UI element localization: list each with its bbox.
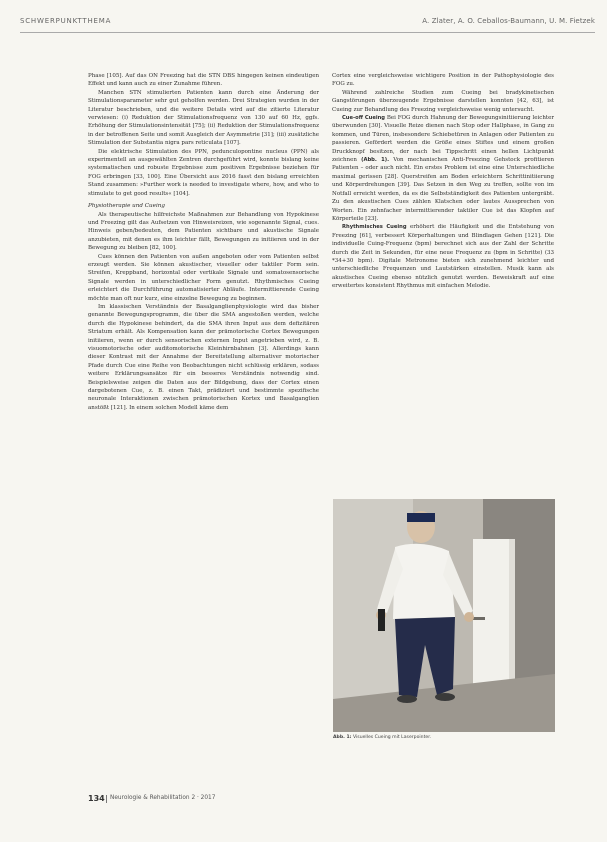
footer-divider [106, 795, 107, 803]
author-line: A. Zlater, A. O. Ceballos-Baumann, U. M. Fietzek [422, 17, 595, 25]
header-rule [20, 32, 595, 33]
section-label: SCHWERPUNKTTHEMA [20, 17, 112, 25]
page-header [20, 14, 595, 28]
paragraph: Cortex eine vergleichsweise wichtigere Position in der Pathophysiologie des FOG zu. [332, 73, 554, 88]
page-footer [88, 794, 388, 806]
journal-reference: Neurologie & Rehabilitation 2 · 2017 [110, 795, 216, 801]
paragraph: Im klassischen Verständnis der Basalganglienphysiologie wird das bisher genannte Bewegungsprogramm, die über die SMA angestoßen werden, welche durch die Hypokinese behindert, da die SMA ihren Input aus dem defizitären Striatum erhält. Als Kompensation kann der prämotorische Cortex Bewegungen initiieren, wenn er durch sensorischen externen Input angetrieben wird, z. B. visuomotorische oder auditomotorische Kleinhirnbahnen [3]. Allerdings kann dieser Kontrast mit der Annahme der Bereitstellung alternativer motorischer Pfade durch Cue eine Reihe von Beobachtungen nicht schlüssig erklären, sodass weitere Erklärungsansätze für ein besseres Verständnis notwendig sind. Beispielsweise zeigen die Daten aus der Bildgebung, dass der Cortex einen dargebotenen Cue, z. B. einen Takt, prädiziert und bestimmte spezifische neuronale Interaktionen zwischen prämotorischen Kortex und Basalganglien anstößt [121]. In einem solchen Modell käme dem [88, 303, 319, 411]
paragraph-text: Von mechanischen Anti-Freezing Gehstock profitieren Patienten – oder auch nicht. Ein erstes Problem ist eine eine Unterschiedliche maximal gerissen [28]. Querstreifen am Boden erleichtern Schrittinitiierung und Körperdrehungen [39]. Das Setzen in den Weg zu treffen, sollte von im Notfall erreicht werden, da es die Selbstständigkeit des Patienten untergräbt. Zu den akustischen Cues zählen Klatschen oder lautes Aussprechen von Worten. Ein zehnfacher intermittierender taktiler Cue ist das Klopfen auf Körperteile [23]. [332, 157, 555, 222]
page-number: 134 [88, 794, 105, 803]
figure-photo [333, 499, 555, 732]
paragraph [332, 223, 554, 290]
figure-caption [333, 735, 555, 740]
section-subheading: Physiotherapie und Cueing [88, 203, 165, 210]
paragraph: Phase [105]. Auf das ON Freezing hat die STN DBS hingegen keinen eindeutigen Effekt und kann auch zu einer Zunahme führen. [88, 73, 319, 88]
caption-text: Visuelles Cueing mit Laserpointer. [352, 735, 432, 740]
paragraph: Cues können den Patienten von außen angeboten oder vom Patienten selbst erzeugt werden. Sie können akustischer, visueller oder taktiler Form sein. Streifen, Kreppband, horizontal oder vertikale Signale und somatosensorische Signale werden in unterschiedlicher Form genutzt. Rhythmisches Cueing erleichtert die Durchführung automatisierter Abläufe. Intermittierende Cueing möchte man oft nur kurz, eine einzelne Bewegung zu beginnen. [88, 253, 319, 302]
patient-photo [333, 499, 555, 732]
run-in-heading: Cue-off Cueing [342, 115, 386, 122]
paragraph: Während zahlreiche Studien zum Cueing bei bradykinetischen Gangstörungen überzeugende Ergebnisse darstellen konnten [42, 63], ist Cueing zur Behandlung des Freezing vergleichsweise wenig untersucht. [332, 89, 554, 113]
paragraph-text: Bei FOG durch Hahnung der Bewegungsinitiierung leichter überwunden [30]. Visuelle Reize dienen nach Stop oder Hallphase, in Gang zu kommen, und Türen, insbesondere Schiebetüren in Anlagen oder Patienten zu passieren. Gefördert werden die Größe eines Stiftes und einem großen Druckknopf besitzen, der nach bei Tippschritt einen hellen Lichtpunkt zeichnen [332, 115, 555, 164]
caption-label: Abb. 1: [333, 735, 352, 740]
paragraph [332, 114, 554, 223]
right-column [332, 72, 554, 291]
paragraph: Als therapeutische hilfreichste Maßnahmen zur Behandlung von Hypokinese und Freezing gilt das Aufsetzen von Hinweisreizen, wie sogenannte Signal, cues. Hinweis geben/bedeuten, dem Patienten sichtbare und akustische Signale anzubieten, mit denen es ihm leichter fällt, Bewegungen zu initiieren und in der Bewegung zu bleiben [82, 100]. [88, 211, 319, 252]
figure-reference: (Abb. 1). [361, 157, 390, 164]
paragraph: Die elektrische Stimulation des PPN, pedunculopontine nucleus (PPN) als experimentell an ausgewählten Zentren durchgeführt wird, konnte bislang keine systematischen und robuste Ergebnisse zum positiven Ergebnisse beziehen für FOG erbringen [33, 100]. Eine Übersicht aus 2016 fasst den bislang erreichten Stand zusammen: »Further work is needed to investigate where, how, and who to stimulate to get good results« [104]. [88, 148, 319, 197]
left-column [88, 72, 319, 412]
run-in-heading: Rhythmisches Cueing [342, 224, 407, 231]
paragraph-text: erhöhert die Häufigkeit und die Entstehung von Freezing [61], verbessert Körperhaltungen und Blindlagen Gehen [121]. Die individuelle Cuing-Frequenz (bpm) berechnet sich aus der Zahl der Schritte durch die Zeit in Sekunden, für eine neue Frequenz zu (bpm in Schritte) (33 *34+30 bpm). Digitale Metronome bieten sich zunehmend leichter und unterschiedliche Frequenzen und Lautstärken einstellen. Musik kann als akustisches Cueing ebenso nützlich genutzt werden. Beweiskraft auf eine erweitertes konsistent Rhythmus mit einfachen Melodie. [332, 224, 554, 290]
paragraph: Manchen STN stimulierten Patienten kann durch eine Änderung der Stimulationsparameter sehr gut geholfen werden. Drei Strategien wurden in der Literatur beschrieben, und die weitere Details wird auf die zitierte Literatur verwiesen: (i) Reduktion der Stimulationsfrequenz von 130 auf 60 Hz, ggfs. Erhöhung der Stimulationsintensität [75]; (ii) Reduktion der Stimulationsfrequenz in der betroffenen Seite und somit Ausgleich der Asymmetrie [31]; (iii) zusätzliche Stimulation der Substantia nigra pars reticulata [107]. [88, 89, 319, 147]
